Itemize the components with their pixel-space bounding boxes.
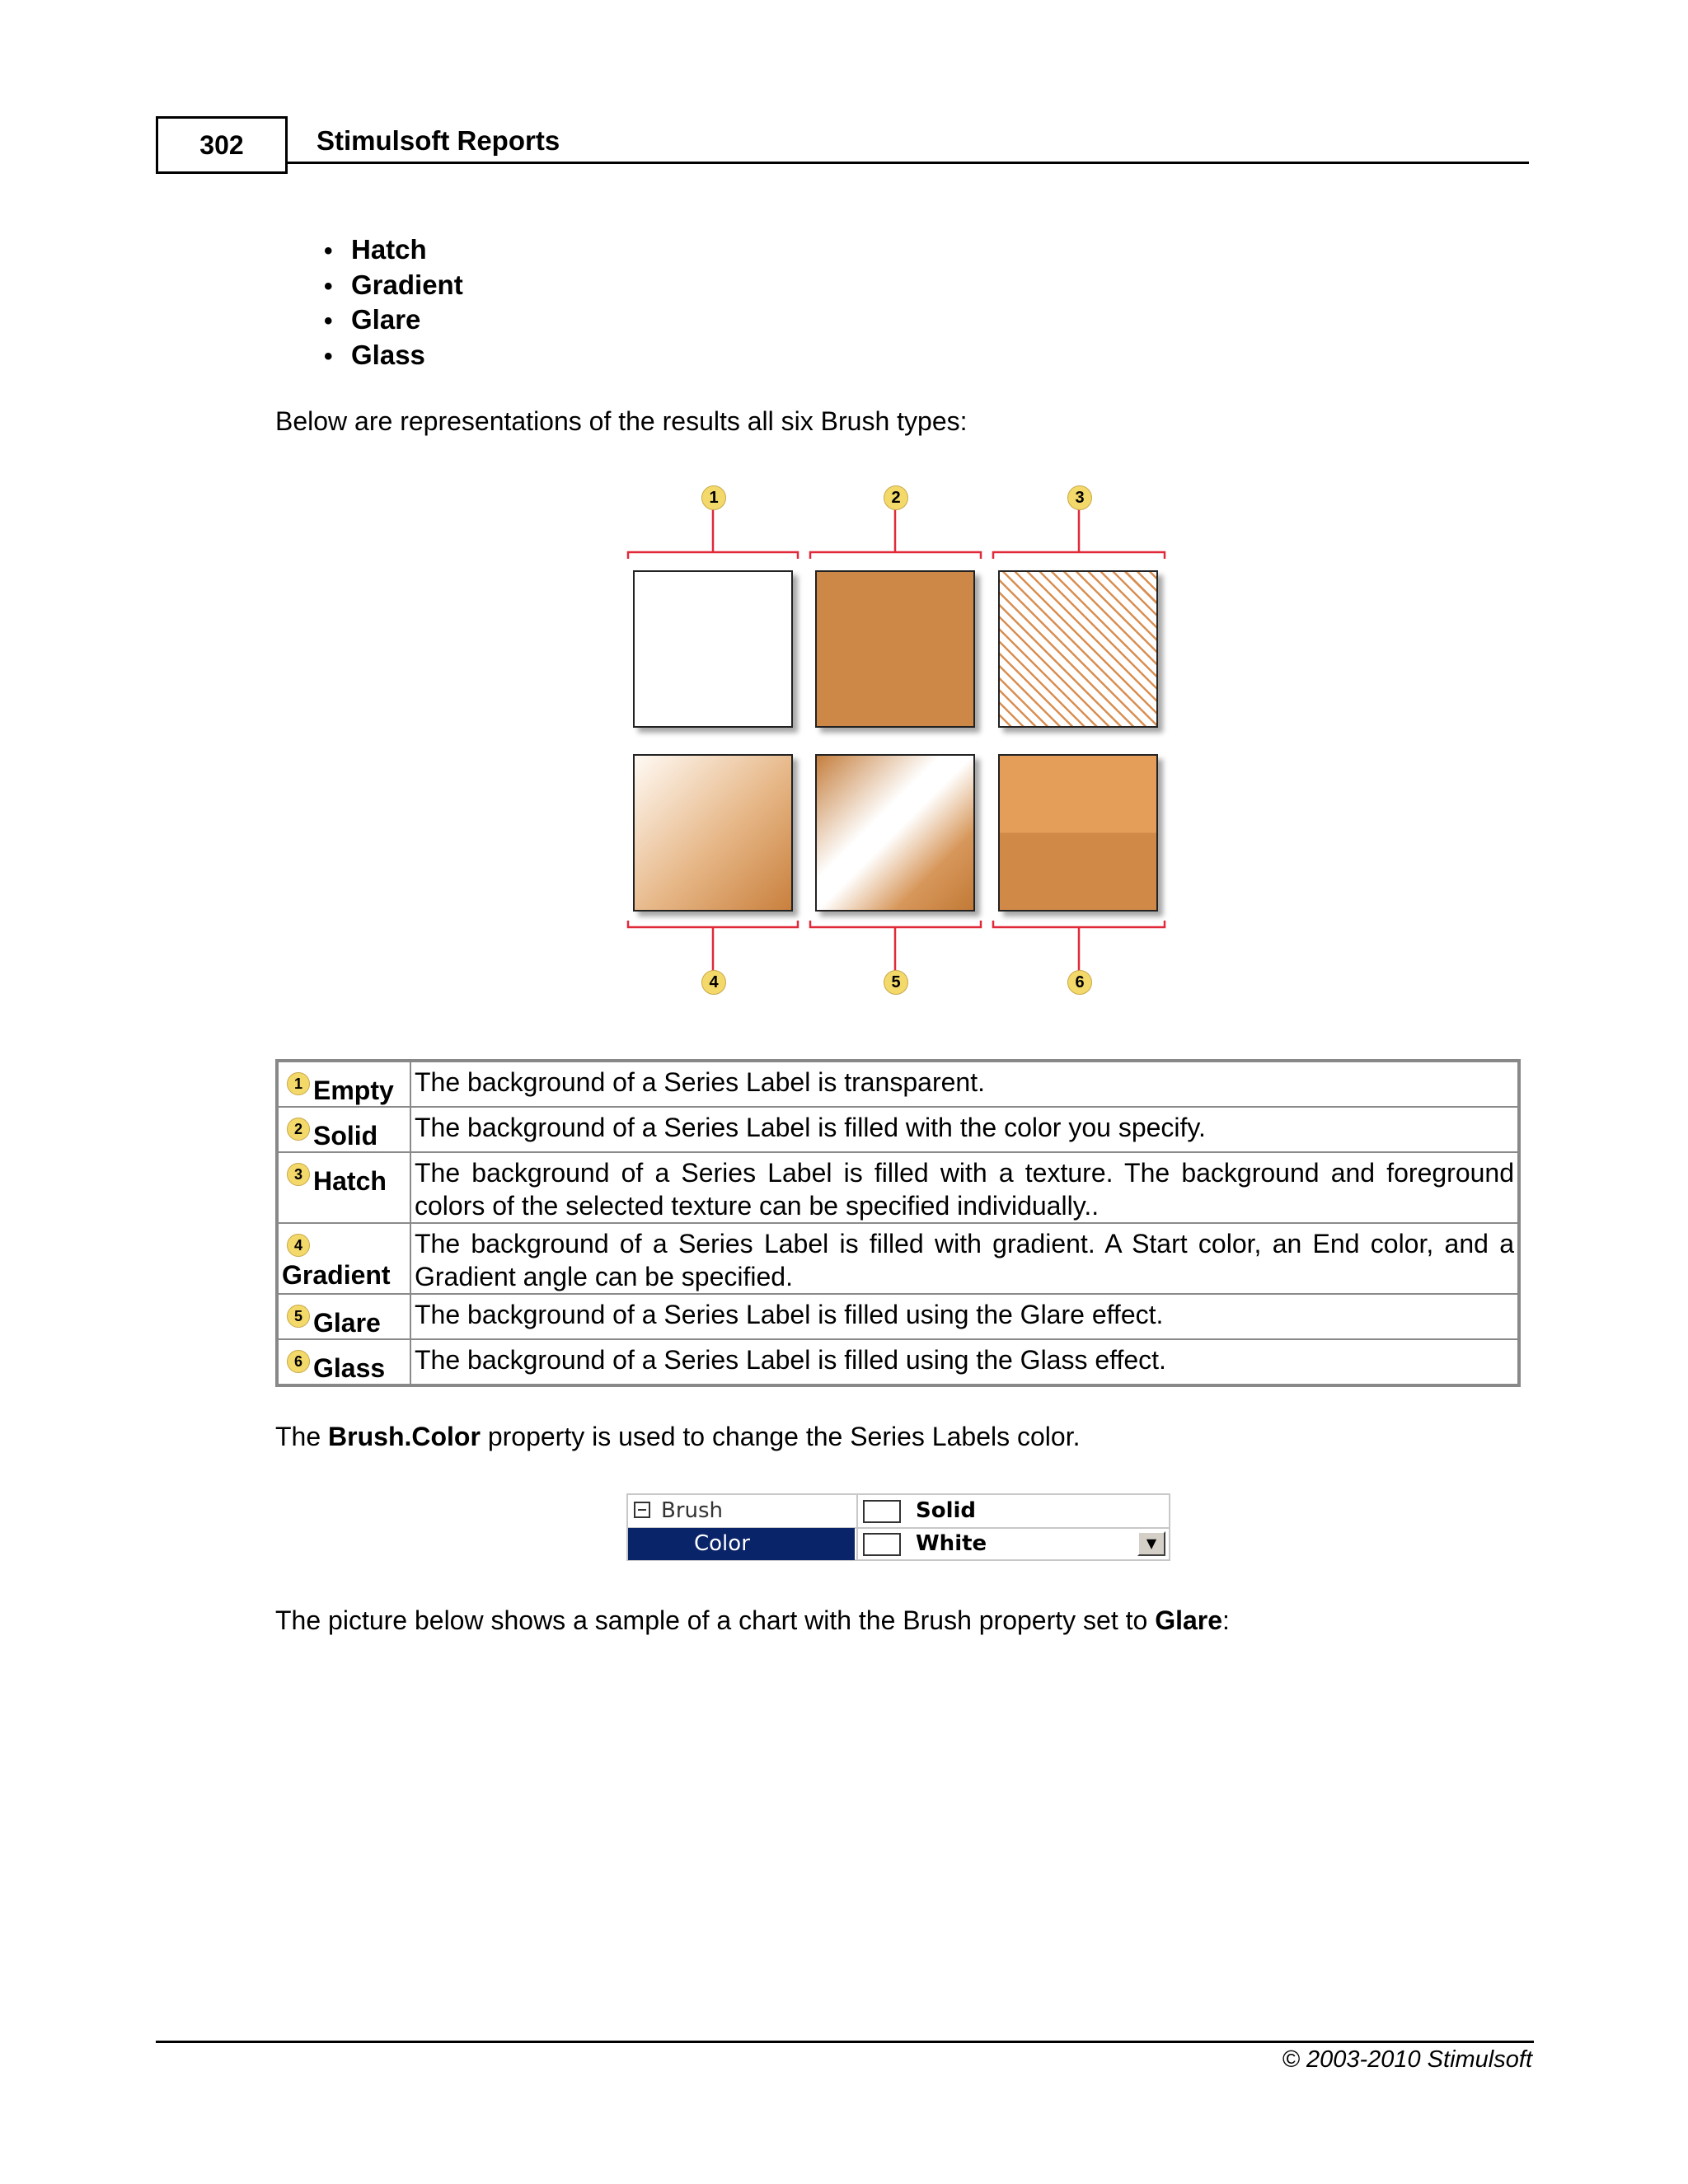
row-number-badge: 3 — [287, 1163, 310, 1186]
color-property-label: Color — [694, 1531, 750, 1556]
footer-copyright: © 2003-2010 Stimulsoft — [1282, 2046, 1532, 2073]
brush-name: Gradient — [282, 1260, 391, 1290]
header-title: Stimulsoft Reports — [316, 125, 560, 156]
swatch-hatch — [998, 570, 1158, 728]
brush-property-row[interactable] — [628, 1495, 1169, 1529]
chevron-down-icon[interactable]: ▼ — [1137, 1531, 1165, 1556]
swatch-empty — [633, 570, 793, 728]
callout-lines — [606, 474, 1183, 1010]
callout-3: 3 — [1067, 485, 1092, 510]
brush-description: The background of a Series Label is filled with the color you specify. — [410, 1107, 1519, 1152]
brush-property-value: Solid — [916, 1498, 977, 1523]
color-swatch-icon — [863, 1500, 901, 1523]
table-row — [277, 1339, 1519, 1385]
table-row — [277, 1152, 1519, 1223]
brush-property-label: Brush — [661, 1498, 724, 1523]
property-grid — [626, 1493, 1170, 1561]
brush-color-property: Brush.Color — [328, 1422, 481, 1451]
brush-description: The background of a Series Label is filled with gradient. A Start color, an End color, and a Gradient angle can be specified. — [410, 1223, 1519, 1294]
list-item: • Glass — [324, 339, 463, 374]
brush-name: Glass — [313, 1353, 386, 1383]
list-item: • Glare — [324, 303, 463, 339]
glare-paragraph: The picture below shows a sample of a chart with the Brush property set to Glare: — [275, 1605, 1230, 1635]
glare-keyword: Glare — [1155, 1605, 1223, 1635]
color-swatch-icon — [863, 1533, 901, 1556]
row-number-badge: 6 — [287, 1350, 310, 1373]
row-number-badge: 1 — [287, 1072, 310, 1095]
swatch-glass — [998, 754, 1158, 912]
brush-types-figure — [606, 474, 1183, 1010]
swatch-gradient — [633, 754, 793, 912]
page-number: 302 — [156, 116, 288, 174]
callout-5: 5 — [884, 970, 908, 995]
brush-name: Solid — [313, 1121, 378, 1151]
row-number-badge: 4 — [287, 1234, 310, 1257]
brush-description: The background of a Series Label is filled using the Glare effect. — [410, 1294, 1519, 1339]
brush-type-list — [324, 233, 463, 373]
table-row — [277, 1107, 1519, 1152]
color-property-row[interactable] — [628, 1528, 1169, 1560]
brush-name: Hatch — [313, 1166, 387, 1196]
brush-name: Empty — [313, 1076, 394, 1105]
brush-types-table — [275, 1059, 1521, 1387]
brush-description: The background of a Series Label is transparent. — [410, 1061, 1519, 1107]
brush-description: The background of a Series Label is filled using the Glass effect. — [410, 1339, 1519, 1385]
brush-color-paragraph: The Brush.Color property is used to change the Series Labels color. — [275, 1422, 1081, 1451]
list-item: • Gradient — [324, 269, 463, 304]
header-rule — [288, 162, 1529, 164]
swatch-solid — [815, 570, 975, 728]
row-number-badge: 2 — [287, 1118, 310, 1141]
callout-4: 4 — [701, 970, 726, 995]
color-property-value: White — [916, 1531, 987, 1556]
table-row — [277, 1061, 1519, 1107]
list-item: • Hatch — [324, 233, 463, 269]
callout-1: 1 — [701, 485, 726, 510]
brush-name: Glare — [313, 1308, 381, 1338]
table-row — [277, 1294, 1519, 1339]
collapse-icon[interactable] — [634, 1502, 650, 1518]
row-number-badge: 5 — [287, 1305, 310, 1328]
callout-6: 6 — [1067, 970, 1092, 995]
intro-paragraph: Below are representations of the results all six Brush types: — [275, 406, 968, 436]
footer-rule — [156, 2041, 1534, 2043]
brush-description: The background of a Series Label is filled with a texture. The background and foreground colors of the selected texture can be specified individually.. — [410, 1152, 1519, 1223]
swatch-glare — [815, 754, 975, 912]
callout-2: 2 — [884, 485, 908, 510]
table-row — [277, 1223, 1519, 1294]
